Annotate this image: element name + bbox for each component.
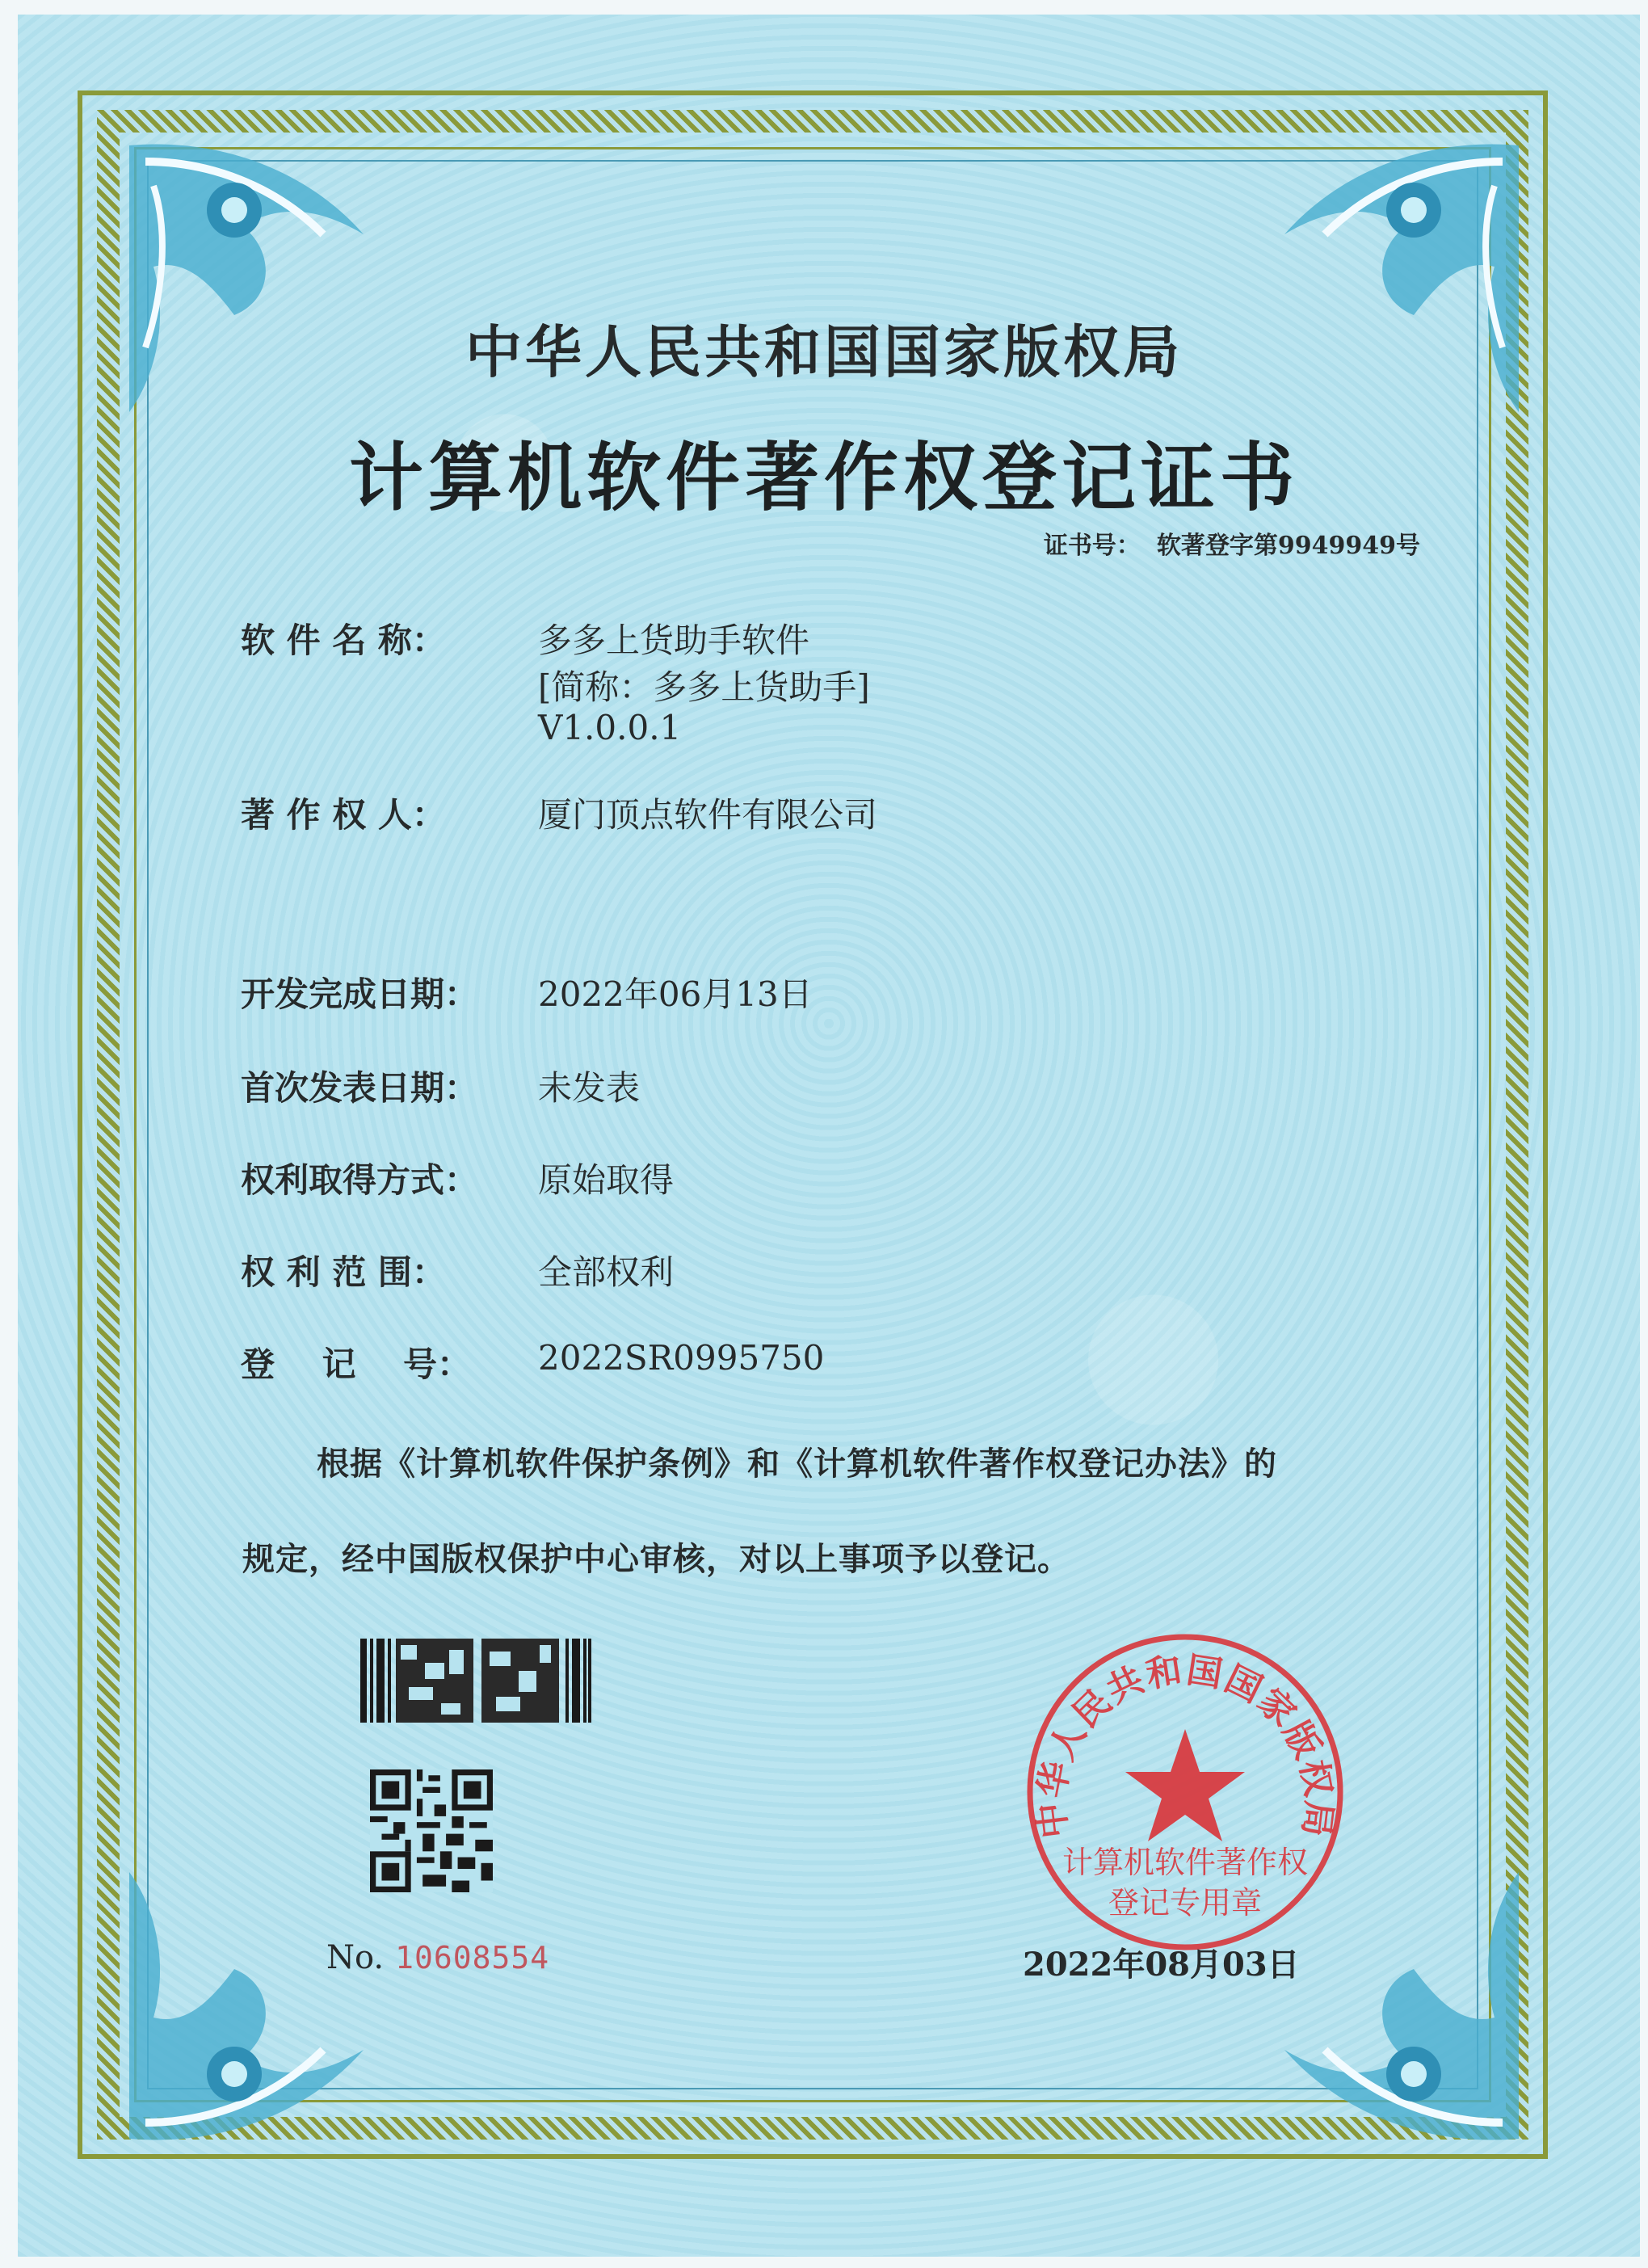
barcode: [360, 1639, 591, 1723]
issue-date: 2022年08月03日: [1023, 1946, 1300, 1984]
first-publication-date-value: 未发表: [538, 1068, 641, 1108]
rights-scope-value: 全部权利: [538, 1252, 675, 1292]
field-rights-scope: [241, 1246, 538, 1294]
svg-text:计算机软件著作权: 计算机软件著作权: [1062, 1845, 1309, 1880]
field-development-date: [241, 968, 538, 1016]
serial-number: [326, 1939, 549, 1976]
svg-text:中华人民共和国国家版权局: 中华人民共和国国家版权局: [1030, 1649, 1340, 1841]
registration-number-value: 2022SR0995750: [538, 1338, 825, 1378]
rights-scope-label: 权 利 范 围：: [241, 1252, 446, 1292]
corner-ornament-bottom-left: [121, 1856, 428, 2147]
development-date-value: 2022年06月13日: [538, 974, 813, 1014]
acquisition-method-value: 原始取得: [538, 1160, 675, 1200]
software-name-value-1: 多多上货助手软件: [538, 621, 810, 660]
certificate-title: 计算机软件著作权登记证书: [348, 434, 1299, 521]
copyright-owner-value: 厦门顶点软件有限公司: [538, 795, 878, 835]
official-seal: [995, 1631, 1375, 1954]
first-publication-date-label: 首次发表日期：: [241, 1068, 479, 1108]
certificate-number-label: 证书号：: [1043, 532, 1141, 560]
statement-line-2: 规定，经中国版权保护中心审核，对以上事项予以登记。: [242, 1540, 1070, 1578]
registration-number-label: 登 记 号：: [241, 1344, 471, 1384]
field-acquisition-method: [241, 1154, 538, 1202]
qr-code: [370, 1769, 493, 1892]
software-name-value-2: [简称：多多上货助手]: [538, 667, 870, 707]
field-copyright-owner: [241, 789, 538, 837]
field-first-publication-date: [241, 1062, 538, 1110]
software-name-label: 软 件 名 称：: [241, 621, 446, 660]
certificate-number-value: 软著登字第9949949号: [1156, 532, 1420, 560]
statement-line-1: 根据《计算机软件保护条例》和《计算机软件著作权登记办法》的: [317, 1445, 1277, 1483]
software-name-value-3: V1.0.0.1: [538, 708, 682, 747]
certificate-number: [1044, 525, 1420, 561]
development-date-label: 开发完成日期：: [241, 974, 479, 1014]
serial-number-value: 10608554: [395, 1940, 550, 1976]
field-registration-number: [241, 1338, 538, 1386]
field-software-name: [241, 614, 538, 663]
acquisition-method-label: 权利取得方式：: [241, 1160, 479, 1200]
svg-text:登记专用章: 登记专用章: [1108, 1885, 1263, 1921]
issuing-authority-title: 中华人民共和国国家版权局: [465, 318, 1183, 385]
serial-number-prefix: No.: [326, 1939, 385, 1976]
copyright-owner-label: 著 作 权 人：: [241, 795, 446, 835]
